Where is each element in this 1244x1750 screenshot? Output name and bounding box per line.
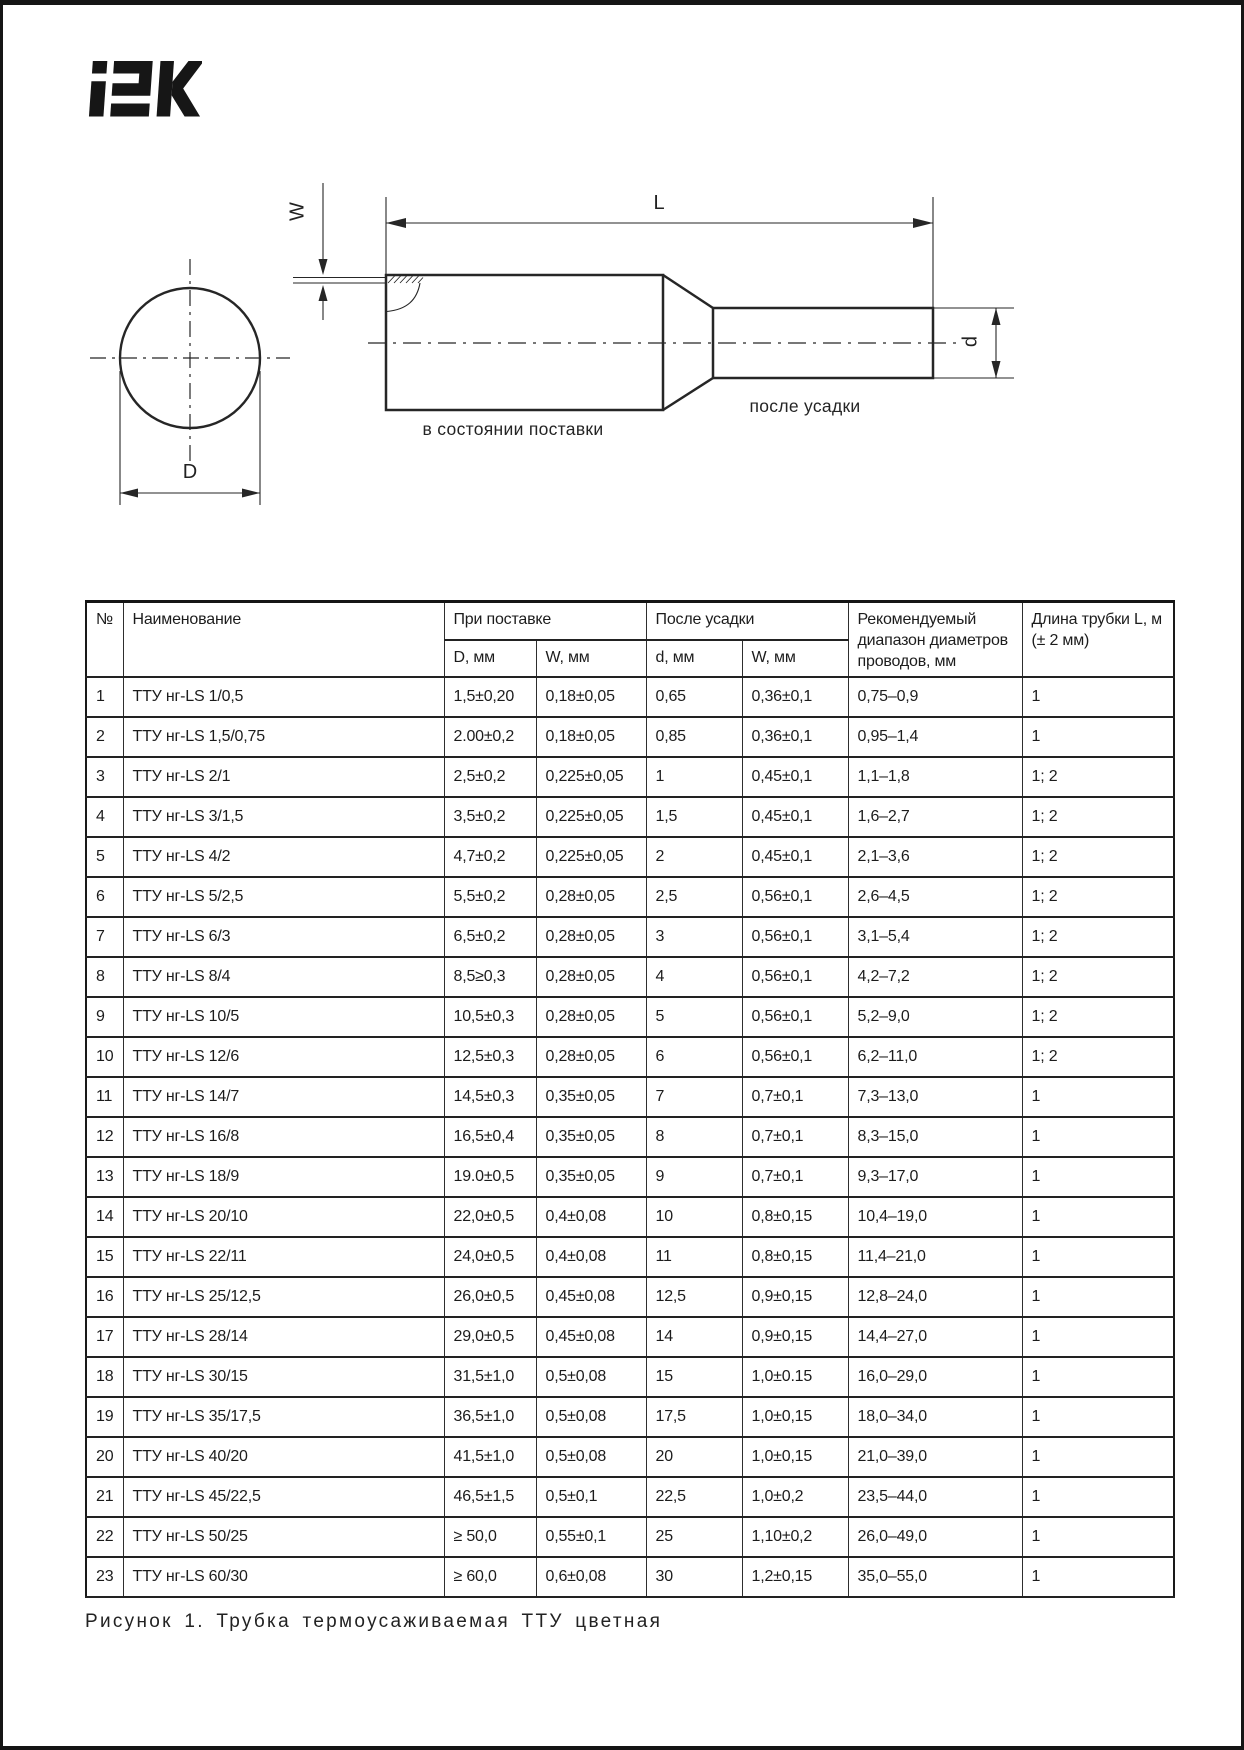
cell-d: 22,5 bbox=[646, 1477, 742, 1517]
cell-D: 2,5±0,2 bbox=[444, 757, 536, 797]
cell-d: 4 bbox=[646, 957, 742, 997]
cell-num: 20 bbox=[86, 1437, 123, 1477]
cell-num: 8 bbox=[86, 957, 123, 997]
cell-d: 2,5 bbox=[646, 877, 742, 917]
table-row bbox=[86, 837, 1174, 877]
cell-D: 2.00±0,2 bbox=[444, 717, 536, 757]
table-row bbox=[86, 1197, 1174, 1237]
cell-num: 5 bbox=[86, 837, 123, 877]
cell-W-shrink: 1,0±0,15 bbox=[742, 1397, 848, 1437]
cell-W-shrink: 0,36±0,1 bbox=[742, 717, 848, 757]
cell-W-delivery: 0,5±0,1 bbox=[536, 1477, 646, 1517]
cell-length: 1 bbox=[1022, 1077, 1174, 1117]
state-shrunk-label: после усадки bbox=[749, 396, 861, 416]
cell-num: 22 bbox=[86, 1517, 123, 1557]
cell-W-shrink: 1,0±0,15 bbox=[742, 1437, 848, 1477]
cell-D: 26,0±0,5 bbox=[444, 1277, 536, 1317]
cell-range: 5,2–9,0 bbox=[848, 997, 1022, 1037]
cell-range: 0,75–0,9 bbox=[848, 677, 1022, 717]
header-col-W1: W, мм bbox=[536, 640, 646, 678]
cell-W-shrink: 0,56±0,1 bbox=[742, 1037, 848, 1077]
cell-range: 23,5–44,0 bbox=[848, 1477, 1022, 1517]
cell-D: 41,5±1,0 bbox=[444, 1437, 536, 1477]
cell-num: 15 bbox=[86, 1237, 123, 1277]
cell-name: ТТУ нг-LS 1/0,5 bbox=[123, 677, 444, 717]
cell-D: 8,5≥0,3 bbox=[444, 957, 536, 997]
cell-W-delivery: 0,35±0,05 bbox=[536, 1157, 646, 1197]
table-row bbox=[86, 1237, 1174, 1277]
cell-range: 14,4–27,0 bbox=[848, 1317, 1022, 1357]
figure-caption: Рисунок 1. Трубка термоусаживаемая ТТУ цветная bbox=[85, 1611, 663, 1632]
cell-d: 0,65 bbox=[646, 677, 742, 717]
cell-D: 46,5±1,5 bbox=[444, 1477, 536, 1517]
cell-W-shrink: 1,10±0,2 bbox=[742, 1517, 848, 1557]
cell-name: ТТУ нг-LS 6/3 bbox=[123, 917, 444, 957]
cell-length: 1; 2 bbox=[1022, 957, 1174, 997]
cell-name: ТТУ нг-LS 25/12,5 bbox=[123, 1277, 444, 1317]
cell-num: 17 bbox=[86, 1317, 123, 1357]
table-row bbox=[86, 1397, 1174, 1437]
cell-W-shrink: 1,0±0.15 bbox=[742, 1357, 848, 1397]
cell-W-delivery: 0,4±0,08 bbox=[536, 1197, 646, 1237]
dimension-label-L: L bbox=[653, 192, 665, 214]
cell-length: 1 bbox=[1022, 1357, 1174, 1397]
cell-num: 4 bbox=[86, 797, 123, 837]
cell-num: 23 bbox=[86, 1557, 123, 1597]
cell-W-delivery: 0,225±0,05 bbox=[536, 837, 646, 877]
cell-range: 1,1–1,8 bbox=[848, 757, 1022, 797]
cell-W-delivery: 0,5±0,08 bbox=[536, 1397, 646, 1437]
cell-length: 1 bbox=[1022, 717, 1174, 757]
cell-W-shrink: 1,0±0,2 bbox=[742, 1477, 848, 1517]
cell-W-shrink: 0,56±0,1 bbox=[742, 877, 848, 917]
cell-range: 3,1–5,4 bbox=[848, 917, 1022, 957]
cell-d: 25 bbox=[646, 1517, 742, 1557]
cell-W-shrink: 0,8±0,15 bbox=[742, 1197, 848, 1237]
cell-d: 1 bbox=[646, 757, 742, 797]
cell-D: 10,5±0,3 bbox=[444, 997, 536, 1037]
cell-d: 15 bbox=[646, 1357, 742, 1397]
header-at-delivery: При поставке bbox=[444, 602, 646, 640]
cell-D: 24,0±0,5 bbox=[444, 1237, 536, 1277]
cell-W-delivery: 0,35±0,05 bbox=[536, 1077, 646, 1117]
cell-length: 1; 2 bbox=[1022, 797, 1174, 837]
cell-W-delivery: 0,28±0,05 bbox=[536, 917, 646, 957]
header-num: № bbox=[86, 602, 123, 678]
table-row bbox=[86, 1557, 1174, 1597]
cell-name: ТТУ нг-LS 16/8 bbox=[123, 1117, 444, 1157]
cell-range: 16,0–29,0 bbox=[848, 1357, 1022, 1397]
cell-D: 5,5±0,2 bbox=[444, 877, 536, 917]
header-name: Наименование bbox=[123, 602, 444, 678]
cell-W-delivery: 0,225±0,05 bbox=[536, 797, 646, 837]
cell-length: 1; 2 bbox=[1022, 1037, 1174, 1077]
cell-W-delivery: 0,28±0,05 bbox=[536, 997, 646, 1037]
cell-length: 1 bbox=[1022, 1477, 1174, 1517]
cell-name: ТТУ нг-LS 40/20 bbox=[123, 1437, 444, 1477]
cell-num: 13 bbox=[86, 1157, 123, 1197]
table-row bbox=[86, 917, 1174, 957]
cell-range: 1,6–2,7 bbox=[848, 797, 1022, 837]
cell-W-shrink: 0,45±0,1 bbox=[742, 797, 848, 837]
cell-d: 3 bbox=[646, 917, 742, 957]
cell-d: 5 bbox=[646, 997, 742, 1037]
spec-table-body bbox=[86, 677, 1174, 1597]
cell-num: 7 bbox=[86, 917, 123, 957]
cell-D: 4,7±0,2 bbox=[444, 837, 536, 877]
cell-length: 1; 2 bbox=[1022, 997, 1174, 1037]
cell-D: 29,0±0,5 bbox=[444, 1317, 536, 1357]
cell-num: 19 bbox=[86, 1397, 123, 1437]
cell-range: 4,2–7,2 bbox=[848, 957, 1022, 997]
header-after-shrink: После усадки bbox=[646, 602, 848, 640]
cell-range: 7,3–13,0 bbox=[848, 1077, 1022, 1117]
table-row bbox=[86, 797, 1174, 837]
cell-W-delivery: 0,4±0,08 bbox=[536, 1237, 646, 1277]
cell-D: 16,5±0,4 bbox=[444, 1117, 536, 1157]
cell-W-shrink: 0,8±0,15 bbox=[742, 1237, 848, 1277]
cell-length: 1 bbox=[1022, 1237, 1174, 1277]
cell-num: 16 bbox=[86, 1277, 123, 1317]
cell-W-delivery: 0,28±0,05 bbox=[536, 1037, 646, 1077]
cell-num: 3 bbox=[86, 757, 123, 797]
cell-range: 35,0–55,0 bbox=[848, 1557, 1022, 1597]
cell-d: 8 bbox=[646, 1117, 742, 1157]
cell-d: 6 bbox=[646, 1037, 742, 1077]
cell-length: 1 bbox=[1022, 1277, 1174, 1317]
cell-d: 9 bbox=[646, 1157, 742, 1197]
cell-D: 14,5±0,3 bbox=[444, 1077, 536, 1117]
table-row bbox=[86, 1477, 1174, 1517]
cell-D: 3,5±0,2 bbox=[444, 797, 536, 837]
cell-d: 10 bbox=[646, 1197, 742, 1237]
cell-range: 2,1–3,6 bbox=[848, 837, 1022, 877]
dimension-label-D: D bbox=[182, 461, 198, 483]
cell-name: ТТУ нг-LS 1,5/0,75 bbox=[123, 717, 444, 757]
cell-W-delivery: 0,5±0,08 bbox=[536, 1437, 646, 1477]
cell-length: 1 bbox=[1022, 677, 1174, 717]
cell-num: 18 bbox=[86, 1357, 123, 1397]
cell-length: 1 bbox=[1022, 1317, 1174, 1357]
header-col-W2: W, мм bbox=[742, 640, 848, 678]
cell-W-shrink: 0,9±0,15 bbox=[742, 1277, 848, 1317]
cell-range: 12,8–24,0 bbox=[848, 1277, 1022, 1317]
header-tube-length: Длина трубки L, м (± 2 мм) bbox=[1022, 602, 1174, 678]
table-row bbox=[86, 877, 1174, 917]
table-row bbox=[86, 1157, 1174, 1197]
cell-d: 11 bbox=[646, 1237, 742, 1277]
table-row bbox=[86, 1357, 1174, 1397]
cell-name: ТТУ нг-LS 20/10 bbox=[123, 1197, 444, 1237]
cell-W-shrink: 0,9±0,15 bbox=[742, 1317, 848, 1357]
cell-num: 6 bbox=[86, 877, 123, 917]
cell-W-shrink: 0,56±0,1 bbox=[742, 957, 848, 997]
cell-W-delivery: 0,45±0,08 bbox=[536, 1317, 646, 1357]
iek-logo-graphic bbox=[88, 60, 202, 118]
cell-D: 31,5±1,0 bbox=[444, 1357, 536, 1397]
cell-name: ТТУ нг-LS 4/2 bbox=[123, 837, 444, 877]
cell-W-delivery: 0,5±0,08 bbox=[536, 1357, 646, 1397]
table-row bbox=[86, 1437, 1174, 1477]
cell-W-shrink: 0,7±0,1 bbox=[742, 1157, 848, 1197]
dimension-label-d: d bbox=[959, 335, 982, 348]
cell-name: ТТУ нг-LS 10/5 bbox=[123, 997, 444, 1037]
cell-W-shrink: 0,45±0,1 bbox=[742, 757, 848, 797]
cell-name: ТТУ нг-LS 14/7 bbox=[123, 1077, 444, 1117]
cell-length: 1; 2 bbox=[1022, 757, 1174, 797]
cell-d: 20 bbox=[646, 1437, 742, 1477]
spec-table-header bbox=[86, 602, 1174, 678]
cell-length: 1; 2 bbox=[1022, 917, 1174, 957]
cell-length: 1 bbox=[1022, 1517, 1174, 1557]
cell-name: ТТУ нг-LS 35/17,5 bbox=[123, 1397, 444, 1437]
cell-D: 36,5±1,0 bbox=[444, 1397, 536, 1437]
cell-length: 1 bbox=[1022, 1557, 1174, 1597]
cell-name: ТТУ нг-LS 60/30 bbox=[123, 1557, 444, 1597]
cell-range: 0,95–1,4 bbox=[848, 717, 1022, 757]
cell-range: 10,4–19,0 bbox=[848, 1197, 1022, 1237]
table-row bbox=[86, 1277, 1174, 1317]
cell-num: 10 bbox=[86, 1037, 123, 1077]
cell-num: 14 bbox=[86, 1197, 123, 1237]
cell-num: 2 bbox=[86, 717, 123, 757]
state-supplied-label: в состоянии поставки bbox=[422, 419, 604, 439]
cell-D: ≥ 50,0 bbox=[444, 1517, 536, 1557]
header-wire-range: Рекомендуемый диапазон диаметров проводов, мм bbox=[848, 602, 1022, 678]
cell-name: ТТУ нг-LS 22/11 bbox=[123, 1237, 444, 1277]
cell-d: 1,5 bbox=[646, 797, 742, 837]
cell-name: ТТУ нг-LS 45/22,5 bbox=[123, 1477, 444, 1517]
table-row bbox=[86, 1077, 1174, 1117]
cell-range: 26,0–49,0 bbox=[848, 1517, 1022, 1557]
spec-table bbox=[85, 600, 1175, 1598]
cell-W-delivery: 0,55±0,1 bbox=[536, 1517, 646, 1557]
cell-d: 0,85 bbox=[646, 717, 742, 757]
cell-d: 7 bbox=[646, 1077, 742, 1117]
cell-range: 21,0–39,0 bbox=[848, 1437, 1022, 1477]
cell-name: ТТУ нг-LS 28/14 bbox=[123, 1317, 444, 1357]
cell-D: 6,5±0,2 bbox=[444, 917, 536, 957]
cell-D: 1,5±0,20 bbox=[444, 677, 536, 717]
cell-num: 21 bbox=[86, 1477, 123, 1517]
cell-W-shrink: 0,36±0,1 bbox=[742, 677, 848, 717]
cell-d: 30 bbox=[646, 1557, 742, 1597]
cell-d: 17,5 bbox=[646, 1397, 742, 1437]
table-row bbox=[86, 1317, 1174, 1357]
cell-length: 1 bbox=[1022, 1117, 1174, 1157]
cell-name: ТТУ нг-LS 30/15 bbox=[123, 1357, 444, 1397]
cell-W-shrink: 0,7±0,1 bbox=[742, 1117, 848, 1157]
cell-W-delivery: 0,28±0,05 bbox=[536, 957, 646, 997]
cell-d: 2 bbox=[646, 837, 742, 877]
table-row bbox=[86, 997, 1174, 1037]
cell-W-delivery: 0,18±0,05 bbox=[536, 677, 646, 717]
header-col-d: d, мм bbox=[646, 640, 742, 678]
cell-length: 1; 2 bbox=[1022, 837, 1174, 877]
cell-W-shrink: 0,56±0,1 bbox=[742, 917, 848, 957]
cell-name: ТТУ нг-LS 18/9 bbox=[123, 1157, 444, 1197]
tube-technical-drawing bbox=[73, 155, 1133, 535]
cell-W-shrink: 0,7±0,1 bbox=[742, 1077, 848, 1117]
cell-W-delivery: 0,45±0,08 bbox=[536, 1277, 646, 1317]
cell-name: ТТУ нг-LS 12/6 bbox=[123, 1037, 444, 1077]
cell-D: 19.0±0,5 bbox=[444, 1157, 536, 1197]
cell-W-delivery: 0,18±0,05 bbox=[536, 717, 646, 757]
cell-W-shrink: 1,2±0,15 bbox=[742, 1557, 848, 1597]
table-row bbox=[86, 1037, 1174, 1077]
cell-W-shrink: 0,56±0,1 bbox=[742, 997, 848, 1037]
cell-range: 18,0–34,0 bbox=[848, 1397, 1022, 1437]
cell-range: 6,2–11,0 bbox=[848, 1037, 1022, 1077]
cell-d: 12,5 bbox=[646, 1277, 742, 1317]
cell-length: 1 bbox=[1022, 1397, 1174, 1437]
cell-length: 1; 2 bbox=[1022, 877, 1174, 917]
cell-name: ТТУ нг-LS 3/1,5 bbox=[123, 797, 444, 837]
cell-length: 1 bbox=[1022, 1157, 1174, 1197]
cell-num: 12 bbox=[86, 1117, 123, 1157]
cell-name: ТТУ нг-LS 50/25 bbox=[123, 1517, 444, 1557]
table-row bbox=[86, 1117, 1174, 1157]
cell-W-delivery: 0,28±0,05 bbox=[536, 877, 646, 917]
header-col-D: D, мм bbox=[444, 640, 536, 678]
cell-range: 8,3–15,0 bbox=[848, 1117, 1022, 1157]
cell-num: 11 bbox=[86, 1077, 123, 1117]
cell-d: 14 bbox=[646, 1317, 742, 1357]
cell-name: ТТУ нг-LS 5/2,5 bbox=[123, 877, 444, 917]
cell-D: ≥ 60,0 bbox=[444, 1557, 536, 1597]
table-row bbox=[86, 757, 1174, 797]
table-row bbox=[86, 717, 1174, 757]
cell-W-delivery: 0,35±0,05 bbox=[536, 1117, 646, 1157]
table-row bbox=[86, 1517, 1174, 1557]
cell-D: 12,5±0,3 bbox=[444, 1037, 536, 1077]
cell-range: 9,3–17,0 bbox=[848, 1157, 1022, 1197]
cell-name: ТТУ нг-LS 8/4 bbox=[123, 957, 444, 997]
cell-num: 9 bbox=[86, 997, 123, 1037]
table-row bbox=[86, 677, 1174, 717]
cell-W-shrink: 0,45±0,1 bbox=[742, 837, 848, 877]
cell-num: 1 bbox=[86, 677, 123, 717]
dimension-label-W: W bbox=[286, 202, 309, 221]
iek-logo bbox=[88, 60, 202, 118]
cell-range: 11,4–21,0 bbox=[848, 1237, 1022, 1277]
cell-name: ТТУ нг-LS 2/1 bbox=[123, 757, 444, 797]
cell-D: 22,0±0,5 bbox=[444, 1197, 536, 1237]
cell-length: 1 bbox=[1022, 1197, 1174, 1237]
cell-W-delivery: 0,6±0,08 bbox=[536, 1557, 646, 1597]
cell-range: 2,6–4,5 bbox=[848, 877, 1022, 917]
table-row bbox=[86, 957, 1174, 997]
cell-W-delivery: 0,225±0,05 bbox=[536, 757, 646, 797]
cell-length: 1 bbox=[1022, 1437, 1174, 1477]
